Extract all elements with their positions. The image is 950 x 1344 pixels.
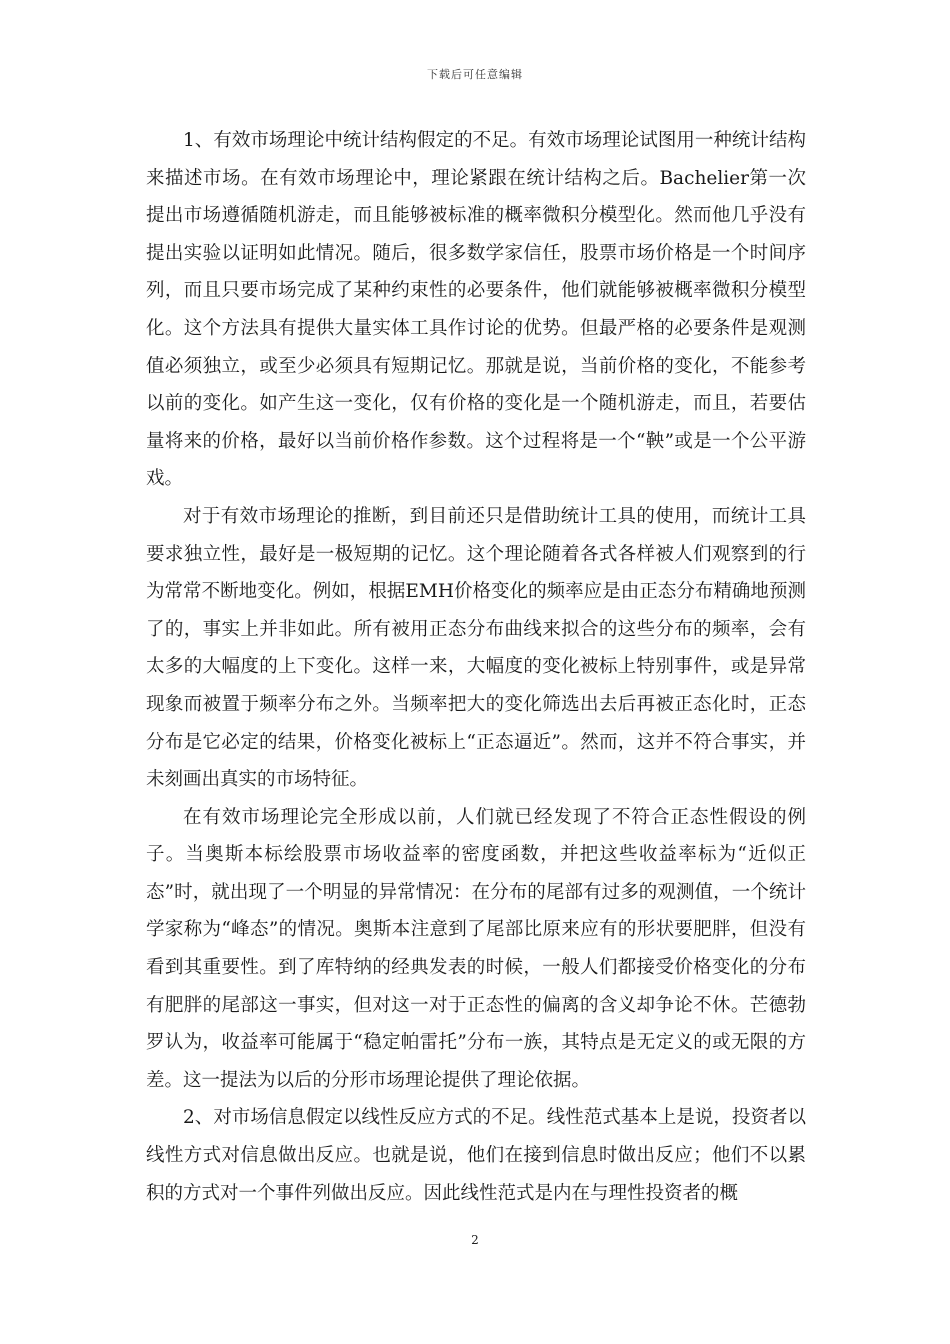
- paragraph-2: 对于有效市场理论的推断，到目前还只是借助统计工具的使用，而统计工具要求独立性，最好是一极短期的记忆。这个理论随着各式各样被人们观察到的行为常常不断地变化。例如，根据EMH价格变化的频率应是由正态分布精确地预测了的，事实上并非如此。所有被用正态分布曲线来拟合的这些分布的频率，会有太多的大幅度的上下变化。这样一来，大幅度的变化被标上特别事件，或是异常现象而被置于频率分布之外。当频率把大的变化筛选出去后再被正态化时，正态分布是它必定的结果，价格变化被标上“正态逼近”。然而，这并不符合事实，并未刻画出真实的市场特征。: [146, 505, 806, 791]
- paragraph-3: 在有效市场理论完全形成以前，人们就已经发现了不符合正态性假设的例子。当奥斯本标绘股票市场收益率的密度函数，并把这些收益率标为“近似正态”时，就出现了一个明显的异常情况：在分布的尾部有过多的观测值，一个统计学家称为“峰态”的情况。奥斯本注意到了尾部比原来应有的形状要肥胖，但没有看到其重要性。到了库特纳的经典发表的时候，一般人们都接受价格变化的分布有肥胖的尾部这一事实，但对这一对于正态性的偏离的含义却争论不休。芒德勃罗认为，收益率可能属于“稳定帕雷托”分布一族，其特点是无定义的或无限的方差。这一提法为以后的分形市场理论提供了理论依据。: [146, 806, 806, 1091]
- paragraph-1: 1、有效市场理论中统计结构假定的不足。有效市场理论试图用一种统计结构来描述市场。在有效市场理论中，理论紧跟在统计结构之后。Bachelier第一次提出市场遵循随机游走，而且能够被标准的概率微积分模型化。然而他几乎没有提出实验以证明如此情况。随后，很多数学家信任，股票市场价格是一个时间序列，而且只要市场完成了某种约束性的必要条件，他们就能够被概率微积分模型化。这个方法具有提供大量实体工具作讨论的优势。但最严格的必要条件是观测值必须独立，或至少必须具有短期记忆。那就是说，当前价格的变化，不能参考以前的变化。如产生这一变化，仅有价格的变化是一个随机游走，而且，若要估量将来的价格，最好以当前价格作参数。这个过程将是一个“鞅”或是一个公平游戏。: [146, 130, 806, 490]
- page-header-note: 下载后可任意编辑: [427, 68, 523, 81]
- page-number: 2: [471, 1233, 479, 1247]
- document-body: [146, 122, 806, 1212]
- paragraph-4: 2、对市场信息假定以线性反应方式的不足。线性范式基本上是说，投资者以线性方式对信息做出反应。也就是说，他们在接到信息时做出反应；他们不以累积的方式对一个事件列做出反应。因此线性范式是内在与理性投资者的概: [146, 1107, 806, 1204]
